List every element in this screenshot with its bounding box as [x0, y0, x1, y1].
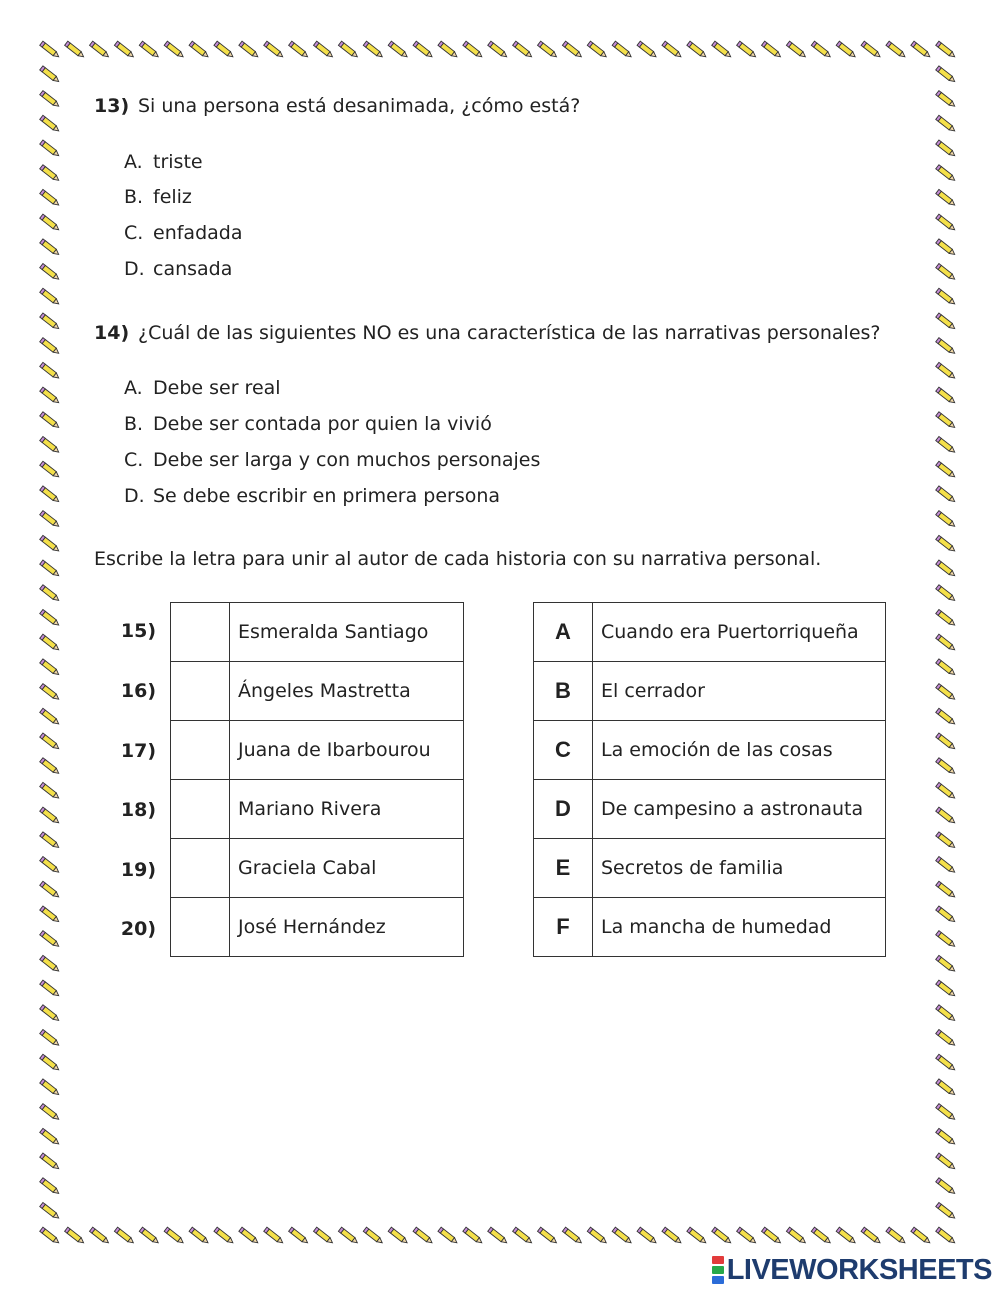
pencil-icon — [40, 1153, 61, 1171]
pencil-icon — [40, 66, 61, 84]
author-name: Esmeralda Santiago — [230, 603, 464, 662]
pencil-icon — [936, 560, 957, 578]
pencil-icon — [264, 41, 285, 59]
pencil-icon — [936, 165, 957, 183]
pencil-icon — [562, 41, 583, 59]
stories-table — [533, 602, 886, 957]
pencil-icon — [936, 1005, 957, 1023]
pencil-icon — [936, 758, 957, 776]
pencil-icon — [936, 782, 957, 800]
pencil-icon — [936, 437, 957, 455]
pencil-icon — [40, 881, 61, 899]
brand-text: LIVEWORKSHEETS — [726, 1253, 992, 1286]
table-row — [171, 839, 464, 898]
pencil-icon — [40, 140, 61, 158]
pencil-icon — [40, 782, 61, 800]
pencil-icon — [438, 1227, 459, 1245]
option-a[interactable]: A. triste — [124, 151, 203, 173]
answer-box[interactable] — [171, 721, 230, 780]
pencil-icon — [40, 535, 61, 553]
pencil-icon — [40, 1104, 61, 1122]
pencil-icon — [712, 41, 733, 59]
pencil-icon — [886, 41, 907, 59]
table-row — [534, 662, 886, 721]
pencil-icon — [40, 931, 61, 949]
authors-table — [170, 602, 464, 957]
pencil-icon — [936, 511, 957, 529]
pencil-icon — [40, 585, 61, 603]
pencil-icon — [289, 41, 310, 59]
pencil-icon — [463, 1227, 484, 1245]
pencil-icon — [936, 387, 957, 405]
pencil-icon — [513, 1227, 534, 1245]
pencil-icon — [811, 41, 832, 59]
pencil-icon — [40, 1079, 61, 1097]
story-letter: F — [534, 898, 593, 957]
pencil-icon — [139, 1227, 160, 1245]
pencil-icon — [936, 881, 957, 899]
row-number-18: 18) — [120, 799, 156, 821]
pencil-icon — [936, 931, 957, 949]
pencil-icon — [139, 41, 160, 59]
story-title: Secretos de familia — [593, 839, 886, 898]
question-text: ¿Cuál de las siguientes NO es una característica de las narrativas personales? — [138, 322, 881, 344]
pencil-icon — [936, 857, 957, 875]
pencil-icon — [936, 412, 957, 430]
option-b[interactable]: B. Debe ser contada por quien la vivió — [124, 413, 492, 435]
answer-box[interactable] — [171, 898, 230, 957]
pencil-icon — [40, 955, 61, 973]
pencil-icon — [438, 41, 459, 59]
pencil-icon — [587, 41, 608, 59]
author-name: Graciela Cabal — [230, 839, 464, 898]
pencil-icon — [936, 288, 957, 306]
answer-box[interactable] — [171, 839, 230, 898]
pencil-icon — [936, 1079, 957, 1097]
pencil-icon — [40, 906, 61, 924]
author-name: Ángeles Mastretta — [230, 662, 464, 721]
pencil-icon — [413, 41, 434, 59]
pencil-icon — [40, 659, 61, 677]
table-row — [534, 898, 886, 957]
pencil-icon — [936, 585, 957, 603]
story-letter: B — [534, 662, 593, 721]
pencil-icon — [40, 189, 61, 207]
row-number-20: 20) — [120, 918, 156, 940]
story-letter: E — [534, 839, 593, 898]
pencil-icon — [936, 264, 957, 282]
pencil-icon — [836, 41, 857, 59]
pencil-icon — [936, 684, 957, 702]
pencil-icon — [936, 1054, 957, 1072]
pencil-icon — [189, 41, 210, 59]
question-text: Si una persona está desanimada, ¿cómo está? — [138, 95, 581, 117]
pencil-icon — [886, 1227, 907, 1245]
option-a[interactable]: A. Debe ser real — [124, 377, 281, 399]
pencil-icon — [936, 214, 957, 232]
pencil-icon — [413, 1227, 434, 1245]
pencil-icon — [936, 733, 957, 751]
pencil-icon — [637, 1227, 658, 1245]
pencil-icon — [40, 1202, 61, 1220]
pencil-icon — [40, 437, 61, 455]
pencil-icon — [40, 684, 61, 702]
pencil-icon — [612, 41, 633, 59]
pencil-icon — [936, 1030, 957, 1048]
pencil-icon — [936, 807, 957, 825]
pencil-icon — [662, 41, 683, 59]
pencil-icon — [936, 1153, 957, 1171]
pencil-icon — [40, 264, 61, 282]
pencil-icon — [936, 66, 957, 84]
author-name: Mariano Rivera — [230, 780, 464, 839]
pencil-icon — [488, 41, 509, 59]
pencil-icon — [40, 1128, 61, 1146]
story-title: La mancha de humedad — [593, 898, 886, 957]
question-13 — [94, 95, 580, 117]
pencil-icon — [936, 609, 957, 627]
table-row — [171, 780, 464, 839]
pencil-icon — [40, 758, 61, 776]
pencil-icon — [40, 362, 61, 380]
pencil-icon — [936, 659, 957, 677]
pencil-icon — [40, 1005, 61, 1023]
pencil-icon — [936, 1128, 957, 1146]
pencil-icon — [338, 1227, 359, 1245]
pencil-icon — [786, 41, 807, 59]
pencil-icon — [936, 486, 957, 504]
pencil-icon — [314, 1227, 335, 1245]
liveworksheets-logo-icon — [712, 1255, 724, 1285]
author-name: José Hernández — [230, 898, 464, 957]
table-row — [534, 780, 886, 839]
pencil-icon — [488, 1227, 509, 1245]
pencil-icon — [936, 955, 957, 973]
pencil-icon — [762, 1227, 783, 1245]
pencil-icon — [40, 115, 61, 133]
pencil-icon — [289, 1227, 310, 1245]
pencil-icon — [40, 214, 61, 232]
matching-instructions: Escribe la letra para unir al autor de cada historia con su narrativa personal. — [94, 548, 822, 570]
pencil-icon — [40, 41, 61, 59]
pencil-icon — [239, 1227, 260, 1245]
pencil-icon — [687, 1227, 708, 1245]
pencil-icon — [40, 288, 61, 306]
pencil-icon — [40, 980, 61, 998]
question-14 — [94, 322, 881, 344]
answer-box[interactable] — [171, 662, 230, 721]
pencil-icon — [562, 1227, 583, 1245]
pencil-icon — [936, 362, 957, 380]
pencil-icon — [936, 634, 957, 652]
pencil-icon — [911, 41, 932, 59]
pencil-icon — [239, 41, 260, 59]
pencil-icon — [936, 1104, 957, 1122]
row-number-15: 15) — [120, 620, 156, 642]
answer-box[interactable] — [171, 780, 230, 839]
pencil-icon — [936, 41, 957, 59]
pencil-icon — [40, 387, 61, 405]
pencil-icon — [40, 511, 61, 529]
pencil-icon — [214, 1227, 235, 1245]
story-title: La emoción de las cosas — [593, 721, 886, 780]
pencil-icon — [40, 733, 61, 751]
story-letter: A — [534, 603, 593, 662]
pencil-icon — [40, 338, 61, 356]
row-number-19: 19) — [120, 859, 156, 881]
pencil-icon — [936, 708, 957, 726]
table-row — [171, 603, 464, 662]
pencil-icon — [40, 1178, 61, 1196]
pencil-icon — [40, 412, 61, 430]
option-d[interactable]: D. Se debe escribir en primera persona — [124, 485, 501, 507]
story-letter: D — [534, 780, 593, 839]
table-row — [171, 721, 464, 780]
story-title: El cerrador — [593, 662, 886, 721]
option-c[interactable]: C. Debe ser larga y con muchos personajes — [124, 449, 541, 471]
pencil-icon — [936, 1178, 957, 1196]
liveworksheets-logo — [712, 1255, 992, 1285]
pencil-icon — [936, 239, 957, 257]
pencil-icon — [40, 461, 61, 479]
pencil-icon — [388, 1227, 409, 1245]
pencil-icon — [538, 41, 559, 59]
pencil-icon — [264, 1227, 285, 1245]
pencil-icon — [836, 1227, 857, 1245]
pencil-icon — [114, 1227, 135, 1245]
pencil-icon — [40, 486, 61, 504]
pencil-icon — [936, 140, 957, 158]
row-number-17: 17) — [120, 740, 156, 762]
pencil-icon — [936, 189, 957, 207]
pencil-icon — [40, 560, 61, 578]
pencil-icon — [936, 313, 957, 331]
pencil-icon — [936, 91, 957, 109]
pencil-icon — [811, 1227, 832, 1245]
pencil-icon — [363, 1227, 384, 1245]
pencil-icon — [911, 1227, 932, 1245]
pencil-icon — [388, 41, 409, 59]
pencil-icon — [40, 91, 61, 109]
pencil-icon — [40, 1227, 61, 1245]
pencil-icon — [363, 41, 384, 59]
pencil-icon — [737, 1227, 758, 1245]
pencil-icon — [936, 115, 957, 133]
pencil-icon — [90, 1227, 111, 1245]
pencil-icon — [314, 41, 335, 59]
pencil-icon — [40, 634, 61, 652]
pencil-icon — [662, 1227, 683, 1245]
pencil-icon — [164, 1227, 185, 1245]
pencil-icon — [861, 1227, 882, 1245]
table-row — [534, 839, 886, 898]
question-number: 13) — [94, 95, 130, 117]
pencil-icon — [861, 41, 882, 59]
pencil-icon — [513, 41, 534, 59]
pencil-icon — [40, 708, 61, 726]
row-number-16: 16) — [120, 680, 156, 702]
pencil-icon — [40, 609, 61, 627]
story-letter: C — [534, 721, 593, 780]
pencil-icon — [936, 1227, 957, 1245]
pencil-icon — [40, 165, 61, 183]
pencil-icon — [40, 832, 61, 850]
pencil-icon — [90, 41, 111, 59]
pencil-icon — [936, 906, 957, 924]
pencil-icon — [936, 461, 957, 479]
pencil-icon — [712, 1227, 733, 1245]
pencil-icon — [687, 41, 708, 59]
pencil-icon — [40, 313, 61, 331]
pencil-icon — [40, 807, 61, 825]
table-row — [171, 662, 464, 721]
question-number: 14) — [94, 322, 130, 344]
option-c[interactable]: C. enfadada — [124, 222, 243, 244]
table-row — [534, 603, 886, 662]
story-title: De campesino a astronauta — [593, 780, 886, 839]
pencil-icon — [538, 1227, 559, 1245]
pencil-icon — [936, 338, 957, 356]
pencil-icon — [40, 239, 61, 257]
pencil-icon — [40, 1054, 61, 1072]
pencil-icon — [463, 41, 484, 59]
answer-box[interactable] — [171, 603, 230, 662]
table-row — [534, 721, 886, 780]
pencil-icon — [214, 41, 235, 59]
pencil-icon — [40, 857, 61, 875]
pencil-icon — [936, 535, 957, 553]
pencil-icon — [189, 1227, 210, 1245]
pencil-icon — [637, 41, 658, 59]
pencil-icon — [338, 41, 359, 59]
option-b[interactable]: B. feliz — [124, 186, 192, 208]
author-name: Juana de Ibarbourou — [230, 721, 464, 780]
pencil-icon — [164, 41, 185, 59]
option-d[interactable]: D. cansada — [124, 258, 233, 280]
pencil-icon — [612, 1227, 633, 1245]
pencil-icon — [786, 1227, 807, 1245]
table-row — [171, 898, 464, 957]
pencil-icon — [762, 41, 783, 59]
pencil-icon — [587, 1227, 608, 1245]
pencil-icon — [936, 832, 957, 850]
pencil-icon — [114, 41, 135, 59]
pencil-icon — [40, 1030, 61, 1048]
pencil-icon — [936, 1202, 957, 1220]
pencil-icon — [65, 41, 86, 59]
pencil-icon — [65, 1227, 86, 1245]
pencil-icon — [936, 980, 957, 998]
pencil-icon — [737, 41, 758, 59]
story-title: Cuando era Puertorriqueña — [593, 603, 886, 662]
